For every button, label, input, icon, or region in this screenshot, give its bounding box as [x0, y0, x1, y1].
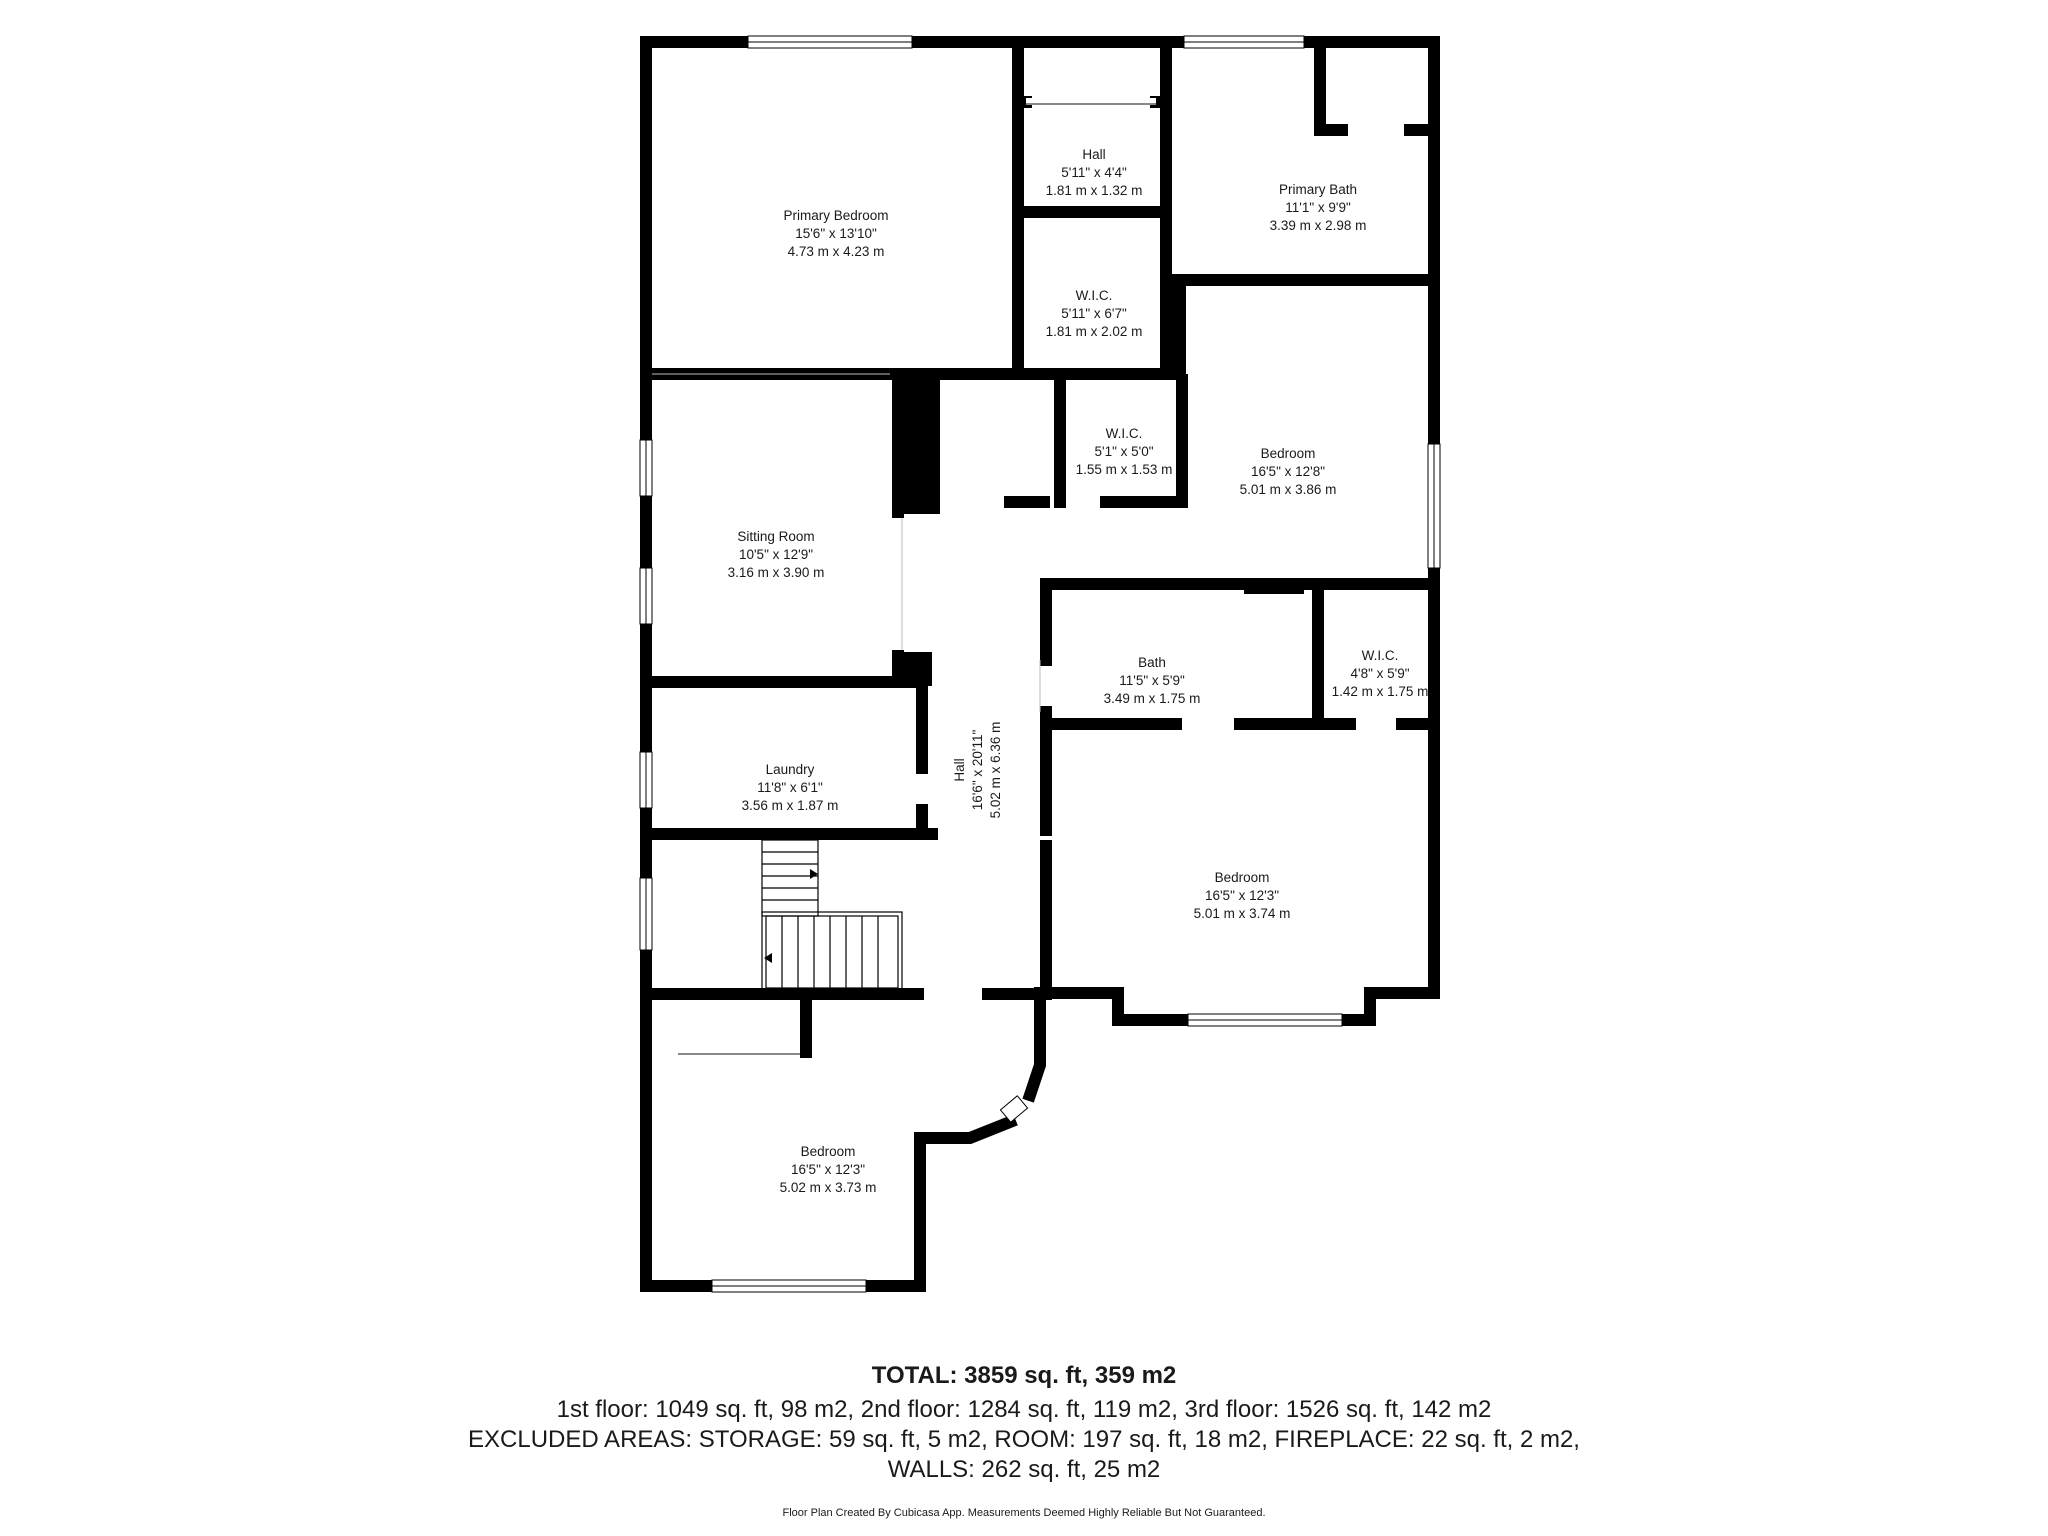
excluded-areas: EXCLUDED AREAS: STORAGE: 59 sq. ft, 5 m2, ROOM: 197 sq. ft, 18 m2, FIREPLACE: 22 sq. ft, 2 m2, [468, 1426, 1580, 1453]
room-name: Laundry [765, 762, 815, 777]
room-bedroom-bottom [780, 1144, 877, 1195]
wall-bath-inner [1320, 42, 1342, 130]
room-laundry [742, 762, 839, 813]
room-imperial: 11'1" x 9'9" [1285, 200, 1351, 215]
total-area: TOTAL: 3859 sq. ft, 359 m2 [871, 1362, 1177, 1389]
room-imperial: 16'5" x 12'3" [790, 1162, 866, 1177]
room-name: Bedroom [800, 1144, 856, 1159]
room-imperial: 16'6" x 20'11" [970, 729, 985, 811]
room-imperial: 15'6" x 13'10" [795, 226, 877, 241]
room-imperial: 16'5" x 12'3" [1204, 888, 1280, 903]
room-primary-bath [1270, 182, 1367, 233]
wall-area: WALLS: 262 sq. ft, 25 m2 [887, 1456, 1161, 1483]
window [748, 36, 912, 48]
room-name: W.I.C. [1105, 426, 1143, 441]
room-imperial: 11'8" x 6'1" [757, 780, 823, 795]
room-primary-bedroom [783, 208, 888, 259]
room-name: Bedroom [1214, 870, 1270, 885]
room-metric: 3.56 m x 1.87 m [741, 798, 839, 813]
room-metric: 1.81 m x 2.02 m [1045, 324, 1143, 339]
room-metric: 1.55 m x 1.53 m [1075, 462, 1173, 477]
room-hall-small [1046, 147, 1143, 198]
room-imperial: 5'11" x 6'7" [1061, 306, 1127, 321]
wall-block-bath [1244, 580, 1304, 594]
window [712, 1280, 866, 1292]
room-metric: 5.01 m x 3.74 m [1193, 906, 1291, 921]
room-wic-small [1076, 426, 1173, 477]
room-wic-bath [1332, 648, 1429, 699]
room-wic-primary [1046, 288, 1143, 339]
disclaimer: Floor Plan Created By Cubicasa App. Measurements Deemed Highly Reliable But Not Guaranteed. [782, 1507, 1266, 1519]
wall-block-low [898, 652, 932, 686]
window [1184, 36, 1304, 48]
room-hall-main [952, 722, 1003, 819]
stairs [762, 840, 902, 992]
room-metric: 5.02 m x 6.36 m [988, 721, 1003, 819]
wall-bay-diagonal [1030, 993, 1040, 1095]
window [640, 752, 652, 808]
room-metric: 1.81 m x 1.32 m [1045, 183, 1143, 198]
room-name: Hall [1082, 147, 1106, 162]
room-name: Bedroom [1260, 446, 1316, 461]
room-metric: 5.01 m x 3.86 m [1239, 482, 1337, 497]
room-sitting-room [728, 529, 825, 580]
room-imperial: 4'8" x 5'9" [1350, 666, 1410, 681]
room-imperial: 11'5" x 5'9" [1119, 673, 1185, 688]
room-name: W.I.C. [1361, 648, 1399, 663]
room-name: Bath [1138, 655, 1166, 670]
window [640, 568, 652, 624]
room-metric: 4.73 m x 4.23 m [787, 244, 885, 259]
wall-block-wic [1160, 280, 1186, 376]
room-imperial: 16'5" x 12'8" [1250, 464, 1326, 479]
room-name: Primary Bath [1278, 182, 1358, 197]
room-metric: 5.02 m x 3.73 m [779, 1180, 877, 1195]
room-name: Primary Bedroom [783, 208, 889, 223]
room-bath [1104, 655, 1201, 706]
window [1188, 1014, 1342, 1026]
wall-block-chimney [896, 378, 940, 514]
window [640, 440, 652, 496]
room-name: Hall [952, 758, 967, 782]
window [640, 878, 652, 950]
room-metric: 3.16 m x 3.90 m [727, 565, 825, 580]
room-metric: 1.42 m x 1.75 m [1331, 684, 1429, 699]
room-metric: 3.49 m x 1.75 m [1103, 691, 1201, 706]
floor-areas: 1st floor: 1049 sq. ft, 98 m2, 2nd floor: 1284 sq. ft, 119 m2, 3rd floor: 1526 sq. ft, 142 m2 [556, 1396, 1492, 1423]
room-imperial: 5'1" x 5'0" [1094, 444, 1154, 459]
room-name: W.I.C. [1075, 288, 1113, 303]
room-metric: 3.39 m x 2.98 m [1269, 218, 1367, 233]
room-bedroom-lower-right [1194, 870, 1291, 921]
window [1428, 444, 1440, 568]
room-imperial: 5'11" x 4'4" [1061, 165, 1127, 180]
room-name: Sitting Room [737, 529, 815, 544]
room-imperial: 10'5" x 12'9" [738, 547, 814, 562]
room-bedroom-upper-right [1240, 446, 1337, 497]
